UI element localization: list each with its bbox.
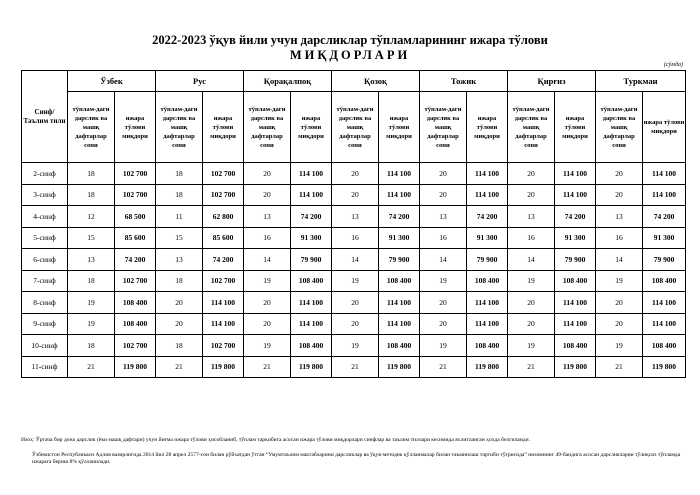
language-header: Қозоқ (332, 71, 420, 92)
book-count-cell: 21 (156, 356, 203, 378)
rent-amount-cell: 114 100 (467, 184, 508, 206)
book-count-cell: 14 (508, 249, 555, 271)
rent-amount-cell: 74 200 (115, 249, 156, 271)
rent-amount-cell: 114 100 (203, 292, 244, 314)
rent-amount-cell: 108 400 (291, 335, 332, 357)
book-count-cell: 18 (156, 270, 203, 292)
rent-amount-cell: 102 700 (115, 184, 156, 206)
book-count-cell: 20 (508, 292, 555, 314)
book-count-cell: 13 (508, 206, 555, 228)
book-count-cell: 20 (332, 292, 379, 314)
grade-cell: 7-синф (22, 270, 68, 292)
rent-amount-cell: 79 900 (555, 249, 596, 271)
grade-cell: 8-синф (22, 292, 68, 314)
book-count-cell: 21 (332, 356, 379, 378)
book-count-cell: 20 (420, 184, 467, 206)
rent-amount-cell: 79 900 (291, 249, 332, 271)
grade-cell: 4-синф (22, 206, 68, 228)
rent-amount-cell: 108 400 (643, 270, 686, 292)
rent-amount-cell: 114 100 (291, 184, 332, 206)
document-subtitle: МИҚДОРЛАРИ (289, 48, 411, 62)
grade-cell: 5-синф (22, 227, 68, 249)
book-count-cell: 13 (420, 206, 467, 228)
rent-amount-cell: 108 400 (555, 335, 596, 357)
rent-amount-cell: 114 100 (643, 163, 686, 185)
table-row (22, 313, 686, 335)
rent-amount-cell: 114 100 (467, 313, 508, 335)
rent-amount-cell: 74 200 (467, 206, 508, 228)
book-count-cell: 19 (508, 270, 555, 292)
rent-amount-cell: 114 100 (203, 313, 244, 335)
amount-subheader: ижара тўлови миқдори (555, 92, 596, 163)
rent-amount-cell: 102 700 (203, 184, 244, 206)
book-count-cell: 20 (596, 313, 643, 335)
book-count-cell: 19 (596, 270, 643, 292)
grade-cell: 9-синф (22, 313, 68, 335)
rent-amount-cell: 114 100 (643, 313, 686, 335)
book-count-cell: 21 (68, 356, 115, 378)
rent-amount-cell: 114 100 (467, 163, 508, 185)
rent-amount-cell: 85 600 (203, 227, 244, 249)
book-count-cell: 18 (68, 184, 115, 206)
language-header: Қорақалпоқ (244, 71, 332, 92)
rent-amount-cell: 119 800 (291, 356, 332, 378)
rent-amount-cell: 119 800 (643, 356, 686, 378)
book-count-cell: 19 (68, 292, 115, 314)
book-count-cell: 13 (156, 249, 203, 271)
book-count-cell: 19 (332, 270, 379, 292)
book-count-cell: 20 (244, 163, 291, 185)
rent-amount-cell: 114 100 (379, 313, 420, 335)
rent-amount-cell: 114 100 (643, 292, 686, 314)
book-count-cell: 21 (244, 356, 291, 378)
rent-amount-cell: 108 400 (555, 270, 596, 292)
language-header: Тожик (420, 71, 508, 92)
book-count-cell: 21 (420, 356, 467, 378)
amount-subheader: ижара тўлови миқдори (467, 92, 508, 163)
table-body (22, 163, 686, 378)
book-count-cell: 20 (420, 163, 467, 185)
rent-amount-cell: 102 700 (115, 335, 156, 357)
book-count-cell: 18 (68, 270, 115, 292)
book-count-cell: 12 (68, 206, 115, 228)
book-count-cell: 19 (420, 270, 467, 292)
book-count-cell: 11 (156, 206, 203, 228)
book-count-cell: 18 (156, 184, 203, 206)
rent-amount-cell: 108 400 (467, 270, 508, 292)
language-header: Рус (156, 71, 244, 92)
rent-amount-cell: 74 200 (203, 249, 244, 271)
subheader-row (22, 92, 686, 163)
count-subheader: тўплам-даги дарслик ва машқ дафтарлар сони (508, 92, 555, 163)
book-count-cell: 15 (156, 227, 203, 249)
book-count-cell: 16 (508, 227, 555, 249)
book-count-cell: 20 (508, 184, 555, 206)
book-count-cell: 19 (244, 270, 291, 292)
rent-amount-cell: 91 300 (643, 227, 686, 249)
language-header: Ўзбек (68, 71, 156, 92)
book-count-cell: 20 (332, 163, 379, 185)
count-subheader: тўплам-даги дарслик ва машқ дафтарлар сони (420, 92, 467, 163)
amount-subheader: ижара тўлови миқдори (203, 92, 244, 163)
book-count-cell: 21 (508, 356, 555, 378)
rent-amount-cell: 68 500 (115, 206, 156, 228)
book-count-cell: 19 (508, 335, 555, 357)
rent-amount-cell: 114 100 (379, 292, 420, 314)
book-count-cell: 19 (596, 335, 643, 357)
book-count-cell: 13 (68, 249, 115, 271)
grade-column-header: Синф/ Таълим тили (22, 71, 68, 163)
amount-subheader: ижара тўлови миқдори (379, 92, 420, 163)
rent-amount-cell: 108 400 (379, 335, 420, 357)
amount-subheader: ижара тўлови миқдори (643, 92, 686, 163)
rent-amount-cell: 108 400 (115, 313, 156, 335)
rent-amount-cell: 114 100 (291, 292, 332, 314)
book-count-cell: 18 (68, 335, 115, 357)
rent-amount-cell: 114 100 (379, 163, 420, 185)
book-count-cell: 20 (332, 313, 379, 335)
grade-cell: 3-синф (22, 184, 68, 206)
table-row (22, 184, 686, 206)
book-count-cell: 14 (332, 249, 379, 271)
rent-amount-cell: 102 700 (203, 270, 244, 292)
book-count-cell: 19 (68, 313, 115, 335)
grade-cell: 2-синф (22, 163, 68, 185)
book-count-cell: 19 (332, 335, 379, 357)
rent-amount-cell: 102 700 (115, 163, 156, 185)
grade-cell: 10-синф (22, 335, 68, 357)
rent-amount-cell: 119 800 (115, 356, 156, 378)
book-count-cell: 20 (420, 313, 467, 335)
count-subheader: тўплам-даги дарслик ва машқ дафтарлар сони (244, 92, 291, 163)
rent-amount-cell: 114 100 (555, 292, 596, 314)
rent-amount-cell: 91 300 (555, 227, 596, 249)
book-count-cell: 20 (508, 313, 555, 335)
rent-amount-cell: 79 900 (467, 249, 508, 271)
rent-amount-cell: 114 100 (555, 184, 596, 206)
table-row (22, 335, 686, 357)
table-row (22, 249, 686, 271)
count-subheader: тўплам-даги дарслик ва машқ дафтарлар сони (156, 92, 203, 163)
count-subheader: тўплам-даги дарслик ва машқ дафтарлар сони (332, 92, 379, 163)
book-count-cell: 20 (596, 292, 643, 314)
rent-amount-cell: 114 100 (643, 184, 686, 206)
book-count-cell: 20 (244, 184, 291, 206)
book-count-cell: 20 (156, 313, 203, 335)
rent-amount-cell: 114 100 (291, 313, 332, 335)
table-row (22, 227, 686, 249)
document-title: 2022-2023 ўқув йили учун дарсликлар тўпламларининг ижара тўлови (152, 33, 548, 47)
rent-amount-cell: 74 200 (643, 206, 686, 228)
book-count-cell: 16 (420, 227, 467, 249)
book-count-cell: 18 (156, 335, 203, 357)
book-count-cell: 20 (596, 163, 643, 185)
book-count-cell: 20 (596, 184, 643, 206)
book-count-cell: 20 (244, 313, 291, 335)
book-count-cell: 20 (156, 292, 203, 314)
table-row (22, 356, 686, 378)
book-count-cell: 14 (420, 249, 467, 271)
amount-subheader: ижара тўлови миқдори (115, 92, 156, 163)
book-count-cell: 14 (244, 249, 291, 271)
language-header-row (22, 71, 686, 92)
rent-amount-cell: 119 800 (467, 356, 508, 378)
book-count-cell: 13 (596, 206, 643, 228)
table-row (22, 163, 686, 185)
count-subheader: тўплам-даги дарслик ва машқ дафтарлар сони (596, 92, 643, 163)
book-count-cell: 13 (332, 206, 379, 228)
book-count-cell: 20 (244, 292, 291, 314)
book-count-cell: 18 (156, 163, 203, 185)
language-header: Туркман (596, 71, 686, 92)
book-count-cell: 21 (596, 356, 643, 378)
rent-amount-cell: 91 300 (467, 227, 508, 249)
currency-unit: (сўмда) (663, 62, 683, 68)
rent-amount-cell: 102 700 (115, 270, 156, 292)
book-count-cell: 18 (68, 163, 115, 185)
rent-amount-cell: 119 800 (379, 356, 420, 378)
book-count-cell: 16 (596, 227, 643, 249)
rent-amount-cell: 119 800 (203, 356, 244, 378)
table-row (22, 292, 686, 314)
grade-cell: 11-синф (22, 356, 68, 378)
rent-table (21, 70, 686, 378)
rent-amount-cell: 79 900 (643, 249, 686, 271)
book-count-cell: 20 (508, 163, 555, 185)
amount-subheader: ижара тўлови миқдори (291, 92, 332, 163)
rent-amount-cell: 91 300 (291, 227, 332, 249)
book-count-cell: 16 (244, 227, 291, 249)
book-count-cell: 20 (420, 292, 467, 314)
rent-amount-cell: 102 700 (203, 335, 244, 357)
rent-amount-cell: 74 200 (379, 206, 420, 228)
grade-cell: 6-синф (22, 249, 68, 271)
rent-amount-cell: 108 400 (643, 335, 686, 357)
rent-amount-cell: 114 100 (555, 313, 596, 335)
book-count-cell: 19 (244, 335, 291, 357)
book-count-cell: 14 (596, 249, 643, 271)
book-count-cell: 20 (332, 184, 379, 206)
rent-amount-cell: 74 200 (291, 206, 332, 228)
rent-amount-cell: 114 100 (555, 163, 596, 185)
rent-amount-cell: 102 700 (203, 163, 244, 185)
rent-amount-cell: 114 100 (291, 163, 332, 185)
table-row (22, 206, 686, 228)
book-count-cell: 16 (332, 227, 379, 249)
regulation-note: Ўзбекистон Республикаси Адлия вазирлигида 2014 йил 28 апрел 2577-сон билан рўйхатдан ўтган “Умумтаълим мактабларини дарсликлар ва ўқув-методик қўлланмалар билан таъминлаш тартиби тўғрисида” низомнинг 49-бандига асосан дарсликларни тўлиқсиз тўпламда ижарага бериш 8% қўлланилади. (32, 452, 681, 465)
language-header: Қирғиз (508, 71, 596, 92)
rent-amount-cell: 119 800 (555, 356, 596, 378)
rent-amount-cell: 108 400 (115, 292, 156, 314)
rent-amount-cell: 108 400 (467, 335, 508, 357)
rent-amount-cell: 74 200 (555, 206, 596, 228)
rent-amount-cell: 114 100 (379, 184, 420, 206)
rent-amount-cell: 108 400 (291, 270, 332, 292)
rent-amount-cell: 114 100 (467, 292, 508, 314)
count-subheader: тўплам-даги дарслик ва машқ дафтарлар сони (68, 92, 115, 163)
book-count-cell: 15 (68, 227, 115, 249)
rent-amount-cell: 85 600 (115, 227, 156, 249)
book-count-cell: 13 (244, 206, 291, 228)
rent-amount-cell: 108 400 (379, 270, 420, 292)
rent-amount-cell: 91 300 (379, 227, 420, 249)
rent-amount-cell: 79 900 (379, 249, 420, 271)
book-count-cell: 19 (420, 335, 467, 357)
footnote: Изоҳ: Ўртача бир дона дарслик (ёки машқ дафтари) учун йиғма ижара тўлови ҳисобланиб, тўплам таркибига асосан ижара тўлови миқдорлари синфлар ва таълим тиллари кесимида яхлитланган ҳолда белгиланди. (21, 437, 531, 443)
table-row (22, 270, 686, 292)
rent-amount-cell: 62 800 (203, 206, 244, 228)
